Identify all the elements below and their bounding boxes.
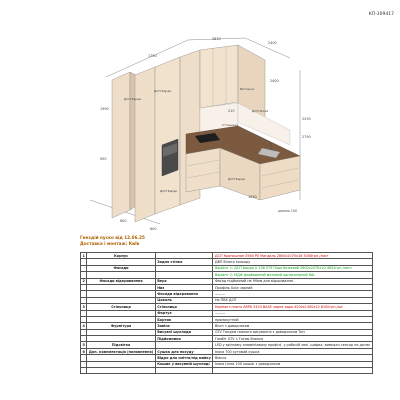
height-note: цоколь 100 (278, 209, 298, 213)
note-delivery: Доставка і монтаж: Київ (80, 241, 140, 246)
spec-subsection: Верх (155, 278, 213, 284)
spec-value (213, 368, 372, 374)
spec-value: Inoxa 700 кутовий сушка (213, 348, 372, 354)
dimension-label: 2400 (268, 41, 277, 45)
spec-value: Blanco (213, 355, 372, 361)
spec-subsection: Бортик (155, 316, 213, 322)
spec-number: 3 (82, 304, 85, 309)
spec-value: LED у врізному алюмінієвому профілі, у робочій зоні, шафах, вимикач сенсор на дотик (214, 343, 371, 348)
spec-value: Профіль Gola чорний (213, 284, 372, 290)
spec-subsection: Завіси (155, 323, 213, 329)
tall-cabinet-1 (135, 67, 155, 222)
spec-value: Фасад підйомний на 90мм для відкривання (213, 278, 372, 284)
spec-section (87, 368, 155, 374)
dimension-label: 600 (150, 227, 157, 231)
spec-section: Підсвітка (87, 342, 155, 348)
spec-number: 1 (82, 253, 85, 258)
dimension-label: 1950 (248, 195, 257, 199)
spec-value: GTV Тандем повного висування з доводчиком Тип (213, 329, 372, 335)
spec-section: Фурнітура (87, 323, 155, 329)
spec-value: ДВП білого кольору (213, 259, 372, 265)
base-cabinets-left (186, 148, 220, 192)
spec-subsection: Підйомники (155, 336, 213, 342)
dimension-label: 2790 (302, 135, 311, 139)
callout-label: ДСП Бардо (228, 177, 246, 181)
dimension-label: 1750 (148, 54, 157, 58)
spec-section: Стільниця (87, 304, 155, 310)
spec-value: ——— (213, 291, 372, 297)
note-date: Гнездій пуско від 12.06.25 (80, 235, 145, 240)
dimension-label: 2810 (212, 37, 221, 41)
spec-row (81, 368, 373, 374)
spec-value: Blum з доводчиком (213, 323, 372, 329)
spec-value: Варіант 2: МДФ фарбований матовий одноколірний RAL (213, 272, 372, 278)
dimension-label: 1990 (100, 107, 109, 111)
spec-section: Корпус (87, 253, 155, 259)
spec-value: прямокутний (213, 316, 372, 322)
callout-label: Стільниця (222, 123, 239, 127)
dimension-label: 900 (100, 157, 107, 161)
tall-column-front (112, 72, 130, 218)
spec-subsection: Сушка для посуду (155, 348, 213, 354)
dimension-label: 210 (228, 109, 235, 113)
spec-number: 4 (82, 323, 85, 328)
spec-value: ДСП Кроношпан 0564 PE Мигдаль 2800х2070х18 3008грн./лист (213, 253, 372, 259)
spec-value: ——— (213, 310, 372, 316)
spec-value: Гамбіт GTV з Тягою бланко (213, 336, 372, 342)
spec-value: Варіант 1: ДСП Бардо U 156 ST9 Піщо бежевий 2800х2070х10 4632грн./лист (213, 265, 372, 271)
dimension-label: 600 (120, 219, 127, 223)
spec-subsection: Висувні шухляди (155, 329, 213, 335)
dimension-label: 2250 (302, 117, 311, 121)
callout-label: ДСП Бардо (160, 189, 178, 193)
spec-value: Inoxa Linea 100 кошик з доводчиком (213, 361, 372, 367)
spec-number: 2 (82, 279, 85, 284)
spec-section: Доп. комплектація (наповнення) (88, 349, 154, 354)
spec-value: На ПВХ ДСП (213, 297, 372, 303)
spec-subsection: Кошик у висувній шухляді (155, 361, 213, 367)
callout-label: ДСП Бардо (124, 97, 142, 101)
spec-number: 5 (82, 343, 85, 348)
spec-subsection: Низ (155, 284, 213, 290)
spec-section: Фасади відкриванння (87, 278, 155, 284)
callout-label: ДСП Бардо (154, 89, 172, 93)
base-cabinets-right (260, 156, 300, 200)
spec-subsection: Цоколь (155, 297, 213, 303)
specification-table (80, 252, 373, 374)
spec-subsection: Задня стінка (155, 259, 213, 265)
spec-subsection: Відро для сміття/під мийку (157, 355, 211, 360)
callout-label: ДСП білий (252, 109, 269, 113)
spec-subsection (155, 368, 213, 374)
document-code: КП-309417 (368, 12, 394, 17)
spec-number: 6 (82, 349, 85, 354)
spec-subsection: Стільниця (155, 304, 213, 310)
dimension-label: 2400 (270, 79, 279, 83)
spec-section: Фасади (87, 265, 155, 271)
spec-subsection: Фартух (155, 310, 213, 316)
callout-label: Витяжка (240, 87, 254, 91)
spec-subsection: Фасади відкривання (155, 291, 213, 297)
spec-value: Компакт-плита ARPA 3323 BASE чорна ядро 4200х1300х12 8100грн./шт (213, 304, 372, 310)
upper-cabinets (200, 45, 238, 108)
